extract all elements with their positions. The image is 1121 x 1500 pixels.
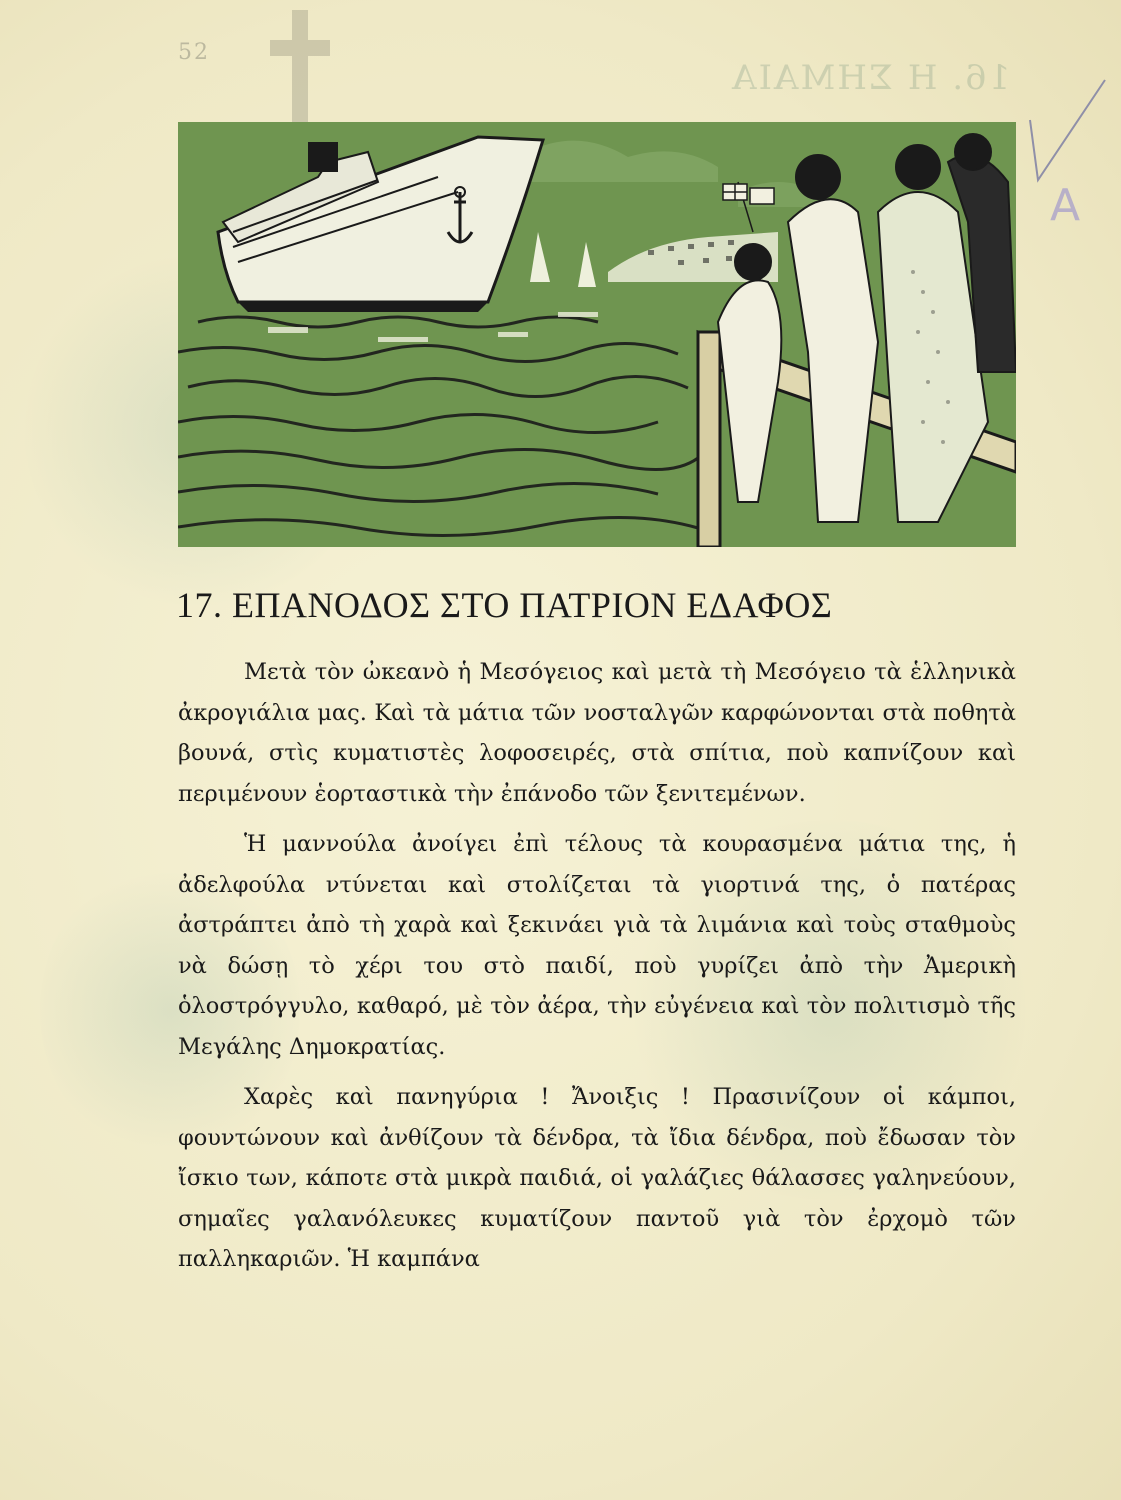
pencil-check-mark-icon — [1020, 60, 1110, 230]
chapter-body — [178, 652, 1016, 1290]
paragraph: Χαρὲς καὶ πανηγύρια ! Ἄνοιξις ! Πρασινίζουν οἱ κάμποι, φουντώνουν καὶ ἀνθίζουν τὰ δένδρα, τὰ ἴδια δένδρα, ποὺ ἔδωσαν τὸν ἴσκιο των, κάποτε στὰ μικρὰ παιδιά, οἱ γαλάζιες θάλασσες γαληνεύουν, σημαῖες γαλανόλευκες κυματίζουν παντοῦ γιὰ τὸν ἐρχομὸ τῶν παλληκαριῶν. Ἡ καμπάνα — [178, 1084, 1016, 1272]
chapter-title: 17. ΕΠΑΝΟΔΟΣ ΣΤΟ ΠΑΤΡΙΟΝ ΕΔΑΦΟΣ — [176, 585, 833, 625]
show-through-page-number: 52 — [178, 40, 210, 65]
pencil-mark: A — [1050, 180, 1081, 230]
show-through-header: 16. Η ΣΗΜΑΙΑ — [730, 58, 1011, 98]
paragraph: Μετὰ τὸν ὠκεανὸ ἡ Μεσόγειος καὶ μετὰ τὴ Μεσόγειο τὰ ἑλληνικὰ ἀκρογιάλια μας. Καὶ τὰ μάτια τῶν νοσταλγῶν καρφώνονται στὰ ποθητὰ βουνά, στὶς κυματιστὲς λοφοσειρές, στὰ σπίτια, ποὺ καπνίζουν καὶ περιμένουν ἑορταστικὰ τὴν ἐπάνοδο τῶν ξενιτεμένων. — [178, 659, 1016, 807]
ship-arrival-illustration — [178, 122, 1016, 547]
paragraph: Ἡ μαννούλα ἀνοίγει ἐπὶ τέλους τὰ κουρασμένα μάτια της, ἡ ἀδελφούλα ντύνεται καὶ στολίζεται τὰ γιορτινά της, ὁ πατέρας ἀστράπτει ἀπὸ τὴ χαρὰ καὶ ξεκινάει γιὰ τὰ λιμάνια καὶ τοὺς σταθμοὺς νὰ δώσῃ τὸ χέρι του στὸ παιδί, ποὺ γυρίζει ἀπὸ τὴν Ἀμερικὴ ὁλοστρόγγυλο, καθαρό, μὲ τὸν ἀέρα, τὴν εὐγένεια καὶ τὸν πολιτισμὸ τῆς Μεγάλης Δημοκρατίας. — [178, 831, 1016, 1060]
